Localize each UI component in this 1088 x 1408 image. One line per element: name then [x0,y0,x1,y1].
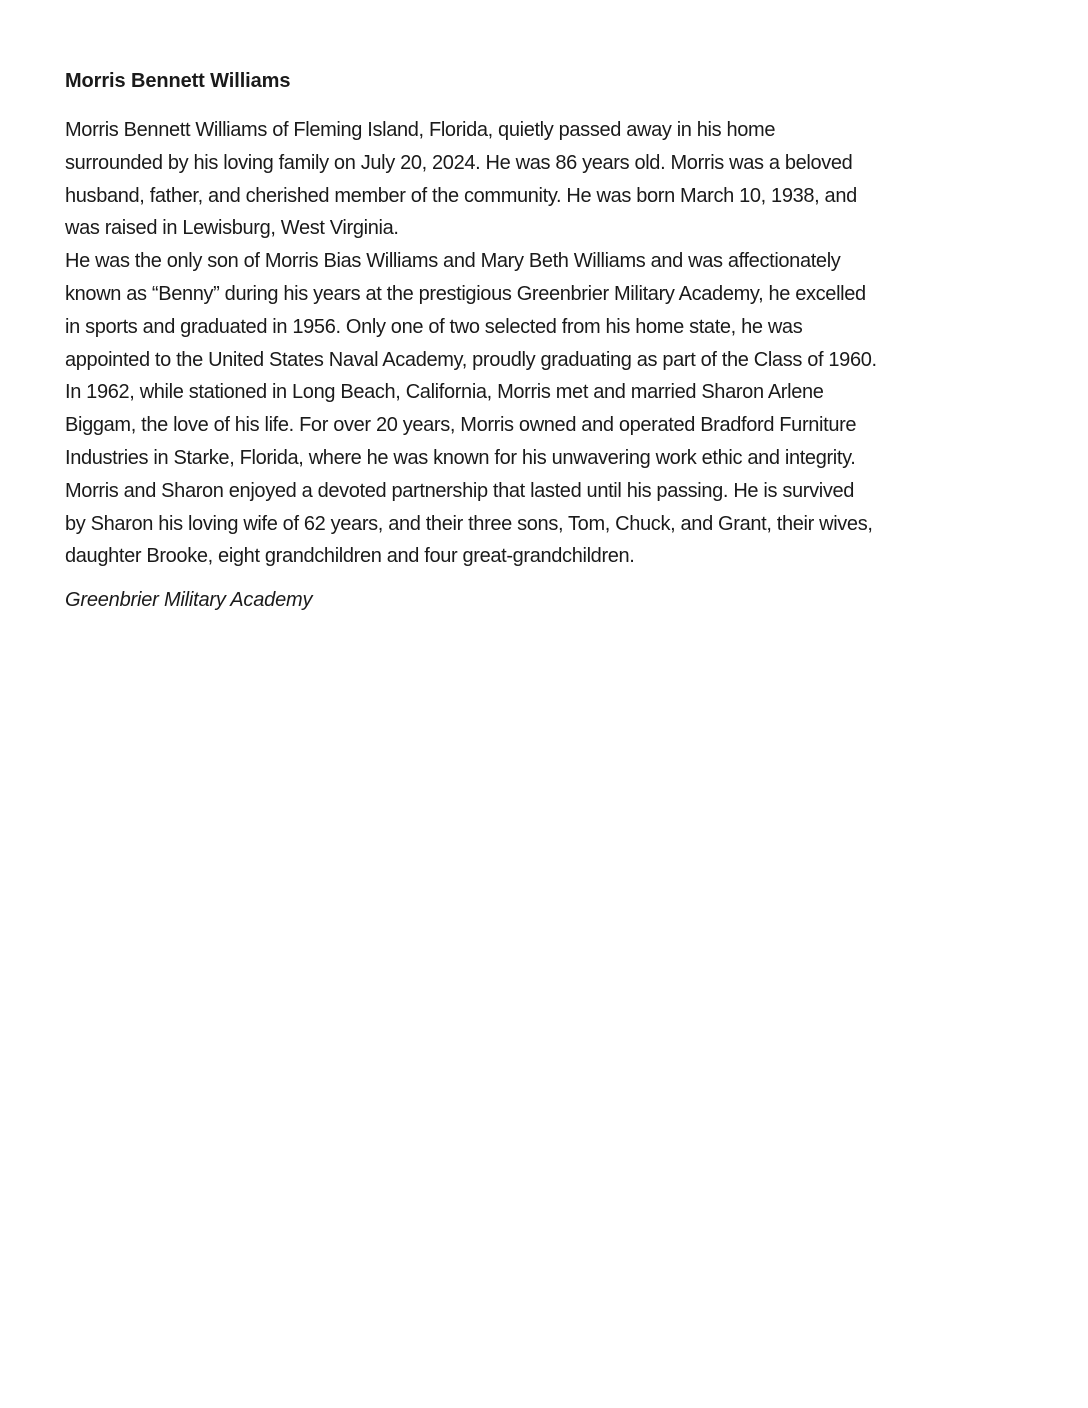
body-line: appointed to the United States Naval Academy, proudly graduating as part of the Class of 1960. [65,348,877,371]
obituary-body [65,114,1045,573]
body-line: surrounded by his loving family on July 20, 2024. He was 86 years old. Morris was a beloved [65,151,853,174]
body-line: Morris and Sharon enjoyed a devoted partnership that lasted until his passing. He is survived [65,479,855,502]
body-line: husband, father, and cherished member of the community. He was born March 10, 1938, and [65,184,857,207]
body-line: In 1962, while stationed in Long Beach, California, Morris met and married Sharon Arlene [65,381,824,404]
body-line: daughter Brooke, eight grandchildren and four great-grandchildren. [65,545,635,568]
body-line: known as “Benny” during his years at the prestigious Greenbrier Military Academy, he excelled [65,282,866,305]
body-line: Morris Bennett Williams of Fleming Island, Florida, quietly passed away in his home [65,119,776,141]
obituary-title: Morris Bennett Williams [65,70,291,92]
body-line: He was the only son of Morris Bias Williams and Mary Beth Williams and was affectionately [65,250,841,273]
body-line: Industries in Starke, Florida, where he was known for his unwavering work ethic and integrity. [65,446,856,469]
body-line: in sports and graduated in 1956. Only one of two selected from his home state, he was [65,315,803,338]
caption-text: Greenbrier Military Academy [65,589,313,611]
body-line: Biggam, the love of his life. For over 20 years, Morris owned and operated Bradford Furniture [65,414,857,437]
body-line: by Sharon his loving wife of 62 years, and their three sons, Tom, Chuck, and Grant, their wives, [65,512,873,535]
body-line: was raised in Lewisburg, West Virginia. [65,217,399,240]
